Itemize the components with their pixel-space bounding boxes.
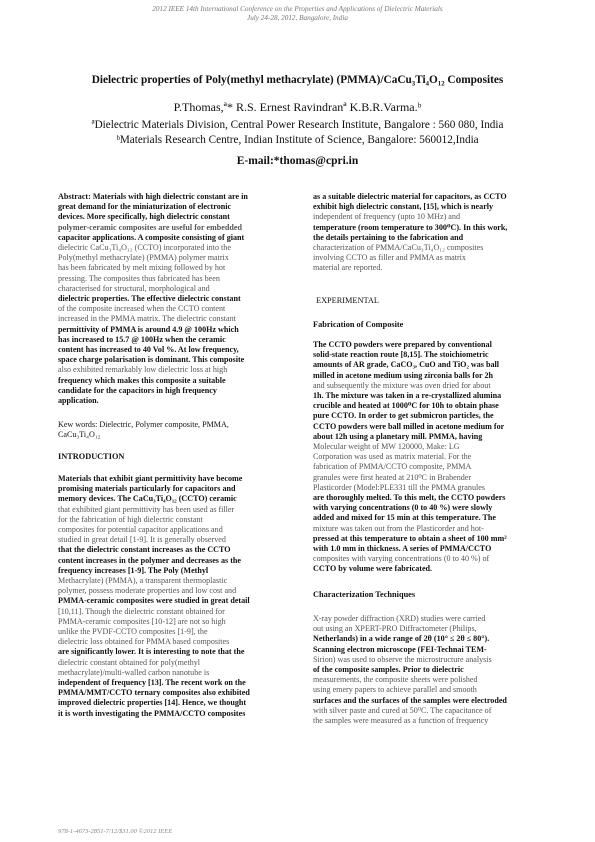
intro-line: that exhibited giant permittivity has been used as filler bbox=[58, 504, 235, 514]
characterization-line: of the composite samples. Prior to dielectric bbox=[313, 665, 464, 675]
copyright-footer: 978-1-4673-2851-7/12/$31.00 ©2012 IEEE bbox=[58, 828, 173, 835]
intro-cont-line: characterization of PMMA/CaCu₃Ti₄O₁₂ composites bbox=[313, 243, 484, 253]
fabrication-line: amounts of AR grade, CaCO₃, CuO and TiO₂ was ball bbox=[313, 360, 500, 370]
characterization-line: Netherlands) in a wide range of 2θ (10° ≤ 2θ ≤ 80°). bbox=[313, 634, 490, 644]
abstract-line: increased in the PMMA matrix. The dielectric constant bbox=[58, 314, 236, 324]
conference-header-line1: 2012 IEEE 14th International Conference on the Properties and Applications of Dielectric Materials bbox=[152, 5, 443, 13]
intro-line: composites for potential capacitor applications and bbox=[58, 525, 223, 535]
abstract-line: candidate for the capacitors in high frequency bbox=[58, 385, 217, 395]
intro-cont-line: exhibit high dielectric constant, [15], which is nearly bbox=[313, 202, 494, 212]
intro-line: improved dielectric properties [14]. Hence, we thought bbox=[58, 698, 247, 708]
abstract-line: Poly(methyl methacrylate) (PMMA) polymer matrix bbox=[58, 253, 229, 263]
characterization-line: with silver paste and cured at 50⁰C. The capacitance of bbox=[313, 705, 492, 715]
author-list: P.Thomas,ª* R.S. Ernest Ravindranª K.B.R.Varma.ᵇ bbox=[173, 100, 422, 114]
intro-line: dielectric loss obtained for PMMA based composites bbox=[58, 637, 230, 647]
abstract-line: also exhibited remarkably low dielectric loss at high bbox=[58, 365, 228, 375]
intro-cont-line: temperature (room temperature to 300⁰C). In this work, bbox=[313, 222, 508, 232]
abstract-line: content has increased to 40 Vol %. At low frequency, bbox=[58, 345, 239, 355]
fabrication-line: Molecular weight of MW 120000, Make: LG bbox=[313, 442, 460, 452]
abstract-line: of the composite increased when the CCTO content bbox=[58, 304, 226, 314]
fabrication-line: CCTO by volume were fabricated. bbox=[313, 564, 433, 574]
fabrication-line: mixture was taken out from the Plasticorder and hot- bbox=[313, 523, 484, 533]
intro-line: dielectric constant obtained for poly(methyl bbox=[58, 657, 201, 667]
abstract-line: space charge polarisation is dominant. This composite bbox=[58, 355, 245, 365]
characterization-line: Sirion) was used to observe the microstructure analysis bbox=[313, 654, 492, 664]
characterization-body bbox=[313, 614, 547, 726]
abstract-line: pressing. The composites thus fabricated has been bbox=[58, 273, 220, 283]
abstract-line: application. bbox=[58, 396, 99, 406]
intro-line: content increases in the polymer and decreases as the bbox=[58, 555, 241, 565]
abstract-line-0: Abstract: Materials with high dielectric constant are in bbox=[58, 192, 248, 201]
intro-line: promising materials particularly for capacitors and bbox=[58, 484, 236, 494]
fabrication-line: crucible and heated at 1000⁰C for 10h to obtain phase bbox=[313, 401, 499, 411]
abstract-line: characterised for structural, morphological and bbox=[58, 283, 210, 293]
intro-line: Methacrylate) (PMMA), a transparent thermoplastic bbox=[58, 576, 228, 586]
paper-title: Dielectric properties of Poly(methyl methacrylate) (PMMA)/CaCu₃Ti₄O₁₂ Composites bbox=[91, 74, 504, 86]
characterization-line: measurements, the composite sheets were polished bbox=[313, 675, 478, 685]
contact-email: E-mail:*thomas@cpri.in bbox=[236, 155, 359, 167]
keywords-line1: Kew words: Dielectric, Polymer composite, PMMA, bbox=[58, 420, 229, 429]
fabrication-line: Plasticorder (Model:PLE331 till the PMMA granules bbox=[313, 482, 485, 492]
fabrication-line: composites with varying concentrations (0 to 40 %) of bbox=[313, 554, 490, 564]
intro-line: PMMA/MMT/CCTO ternary composites also exhibited bbox=[58, 688, 250, 698]
abstract-line: great demand for the miniaturization of electronic bbox=[58, 202, 232, 212]
fabrication-line: CCTO powders were ball milled in acetone medium for bbox=[313, 421, 505, 431]
abstract-line: devices. More specifically, high dielectric constant bbox=[58, 212, 230, 222]
intro-cont-line: the details pertaining to the fabrication and bbox=[313, 232, 464, 242]
intro-cont-line: as a suitable dielectric material for capacitors, as CCTO bbox=[313, 192, 507, 201]
characterization-line: Scanning electron microscope (FEI-Technai TEM- bbox=[313, 644, 487, 654]
intro-line: PMMA-ceramic composites [10-12] are not so high bbox=[58, 616, 226, 626]
abstract-label: Abstract: bbox=[58, 192, 91, 201]
fabrication-line: about 12h using a planetary mill. PMMA, having bbox=[313, 431, 483, 441]
intro-line: studied in great detail [1-9]. It is generally observed bbox=[58, 535, 226, 545]
intro-cont-line: involving CCTO as filler and PMMA as matrix bbox=[313, 253, 466, 263]
intro-line: are significantly lower. It is interesting to note that the bbox=[58, 647, 245, 657]
intro-line: memory devices. The CaCu₃Ti₄O₁₂ (CCTO) ceramic bbox=[58, 494, 237, 504]
fabrication-line: 1h. The mixture was taken in a re-crystallized alumina bbox=[313, 391, 502, 401]
abstract-line: dielectric CaCu₃Ti₄O₁₂ (CCTO) incorporated into the bbox=[58, 243, 231, 253]
fabrication-line: added and mixed for 15 min at this temperature. The bbox=[313, 513, 497, 523]
intro-line: that the dielectric constant increases as the CCTO bbox=[58, 545, 231, 555]
fabrication-line: solid-state reaction route [8,15]. The stoichiometric bbox=[313, 350, 489, 360]
abstract-line: has increased to 15.7 @ 100Hz when the ceramic bbox=[58, 334, 226, 344]
fabrication-line: The CCTO powders were prepared by conventional bbox=[313, 340, 492, 349]
abstract-line: capacitor applications. A composite consisting of giant bbox=[58, 232, 245, 242]
experimental-heading: EXPERIMENTAL bbox=[316, 296, 379, 305]
intro-cont-line: material are reported. bbox=[313, 263, 383, 273]
affiliation-b: ᵇMaterials Research Centre, Indian Institute of Science, Bangalore: 560012,India bbox=[116, 134, 479, 146]
abstract-line: frequency which makes this composite a suitable bbox=[58, 375, 226, 385]
intro-line: polymer, possess moderate properties and low cost and bbox=[58, 586, 237, 596]
fabrication-line: milled in acetone medium using zirconia balls for 2h bbox=[313, 370, 494, 380]
fabrication-line: with varying concentrations (0 to 40 %) were slowly bbox=[313, 503, 493, 513]
characterization-line: surfaces and the surfaces of the samples were electroded bbox=[313, 695, 507, 705]
characterization-heading: Characterization Techniques bbox=[313, 590, 416, 599]
conference-header-line2: July 24-28, 2012, Bangalore, India bbox=[247, 14, 348, 22]
abstract-section bbox=[58, 192, 292, 406]
intro-line: for the fabrication of high dielectric constant bbox=[58, 514, 203, 524]
fabrication-heading: Fabrication of Composite bbox=[313, 320, 404, 329]
fabrication-line: granules were first heated at 210⁰C in Brabender bbox=[313, 472, 472, 482]
abstract-line: permittivity of PMMA is around 4.9 @ 100Hz which bbox=[58, 324, 239, 334]
characterization-line: using emery papers to achieve parallel and smooth bbox=[313, 685, 477, 695]
intro-line: methacrylate)/multi-walled carbon nanotube is bbox=[58, 667, 210, 677]
characterization-line: X-ray powder diffraction (XRD) studies were carried bbox=[313, 614, 486, 623]
abstract-line: has been fabricated by melt mixing followed by hot bbox=[58, 263, 226, 273]
affiliation-a: ªDielectric Materials Division, Central Power Research Institute, Bangalore : 560 080, India bbox=[91, 119, 504, 131]
fabrication-line: with 1.0 mm in thickness. A series of PMMA/CCTO bbox=[313, 544, 492, 554]
intro-line: Materials that exhibit giant permittivity have become bbox=[58, 474, 243, 483]
intro-line: frequency increases [1-9]. The Poly (Methyl bbox=[58, 565, 209, 575]
characterization-line: out using an XPERT-PRO Diffractometer (Philips, bbox=[313, 624, 477, 634]
fabrication-line: Corporation was used as matrix material. For the bbox=[313, 452, 472, 462]
keywords-line2: CaCu₃Ti₄O₁₂ bbox=[58, 430, 101, 440]
introduction-heading: INTRODUCTION bbox=[58, 452, 125, 461]
intro-line: unlike the PVDF-CCTO composites [1-9], the bbox=[58, 627, 208, 637]
intro-line: [10,11]. Though the dielectric constant obtained for bbox=[58, 606, 225, 616]
characterization-line: the samples were measured as a function of frequency bbox=[313, 716, 489, 726]
intro-line: it is worth investigating the PMMA/CCTO composites bbox=[58, 708, 246, 718]
fabrication-line: are thoroughly melted. To this melt, the CCTO powders bbox=[313, 493, 506, 503]
intro-line: independent of frequency [13]. The recent work on the bbox=[58, 678, 246, 688]
abstract-line: polymer-ceramic composites are useful for embedded bbox=[58, 222, 242, 232]
intro-cont-line: independent of frequency (upto 10 MHz) and bbox=[313, 212, 460, 222]
fabrication-line: pure CCTO. In order to get submicron particles, the bbox=[313, 411, 494, 421]
keywords-section bbox=[58, 420, 292, 440]
intro-continuation bbox=[313, 192, 547, 274]
fabrication-body bbox=[313, 340, 547, 575]
fabrication-line: pressed at this temperature to obtain a sheet of 100 mm² bbox=[313, 533, 507, 543]
fabrication-line: fabrication of PMMA/CCTO composite, PMMA bbox=[313, 462, 472, 472]
abstract-line: dielectric properties. The effective dielectric constant bbox=[58, 294, 241, 304]
fabrication-line: and subsequently the mixture was oven dried for about bbox=[313, 380, 491, 390]
introduction-body bbox=[58, 474, 292, 719]
intro-line: PMMA-ceramic composites were studied in great detail bbox=[58, 596, 250, 606]
